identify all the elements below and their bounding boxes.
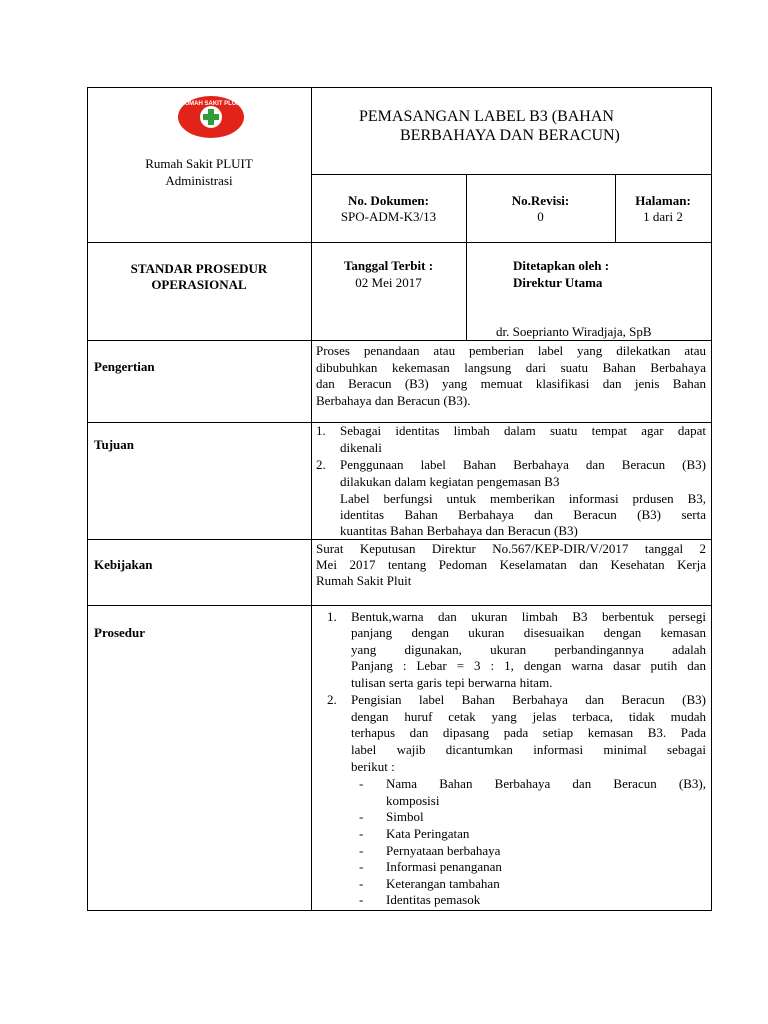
sop-title-line1: STANDAR PROSEDUR (130, 261, 268, 276)
document-title-line2: BERBAHAYA DAN BERACUN) (400, 127, 620, 144)
bullet-dash: - (359, 776, 364, 791)
bullet-item: komposisi (386, 793, 440, 808)
logo-text: RUMAH SAKIT PLUIT (180, 101, 242, 107)
tujuan-line: dikenali (340, 440, 382, 455)
prosedur-line: label wajib dicantumkan informasi minimal sebagai (351, 742, 706, 757)
table-rule (311, 174, 712, 175)
list-number: 2. (327, 692, 337, 707)
revision-value: 0 (537, 209, 544, 224)
pengertian-line: dibubuhkan kekemasan langsung dari suatu Bahan Berbahaya (316, 360, 706, 375)
revision-label: No.Revisi: (511, 193, 570, 208)
page-label: Halaman: (635, 193, 691, 208)
issue-date-label: Tanggal Terbit : (343, 258, 434, 273)
bullet-item: Nama Bahan Berbahaya dan Beracun (B3), (386, 776, 706, 791)
tujuan-line: Label berfungsi untuk memberikan informasi prdusen B3, (340, 491, 706, 506)
issue-date-value: 02 Mei 2017 (355, 275, 422, 290)
pengertian-line: Berbahaya dan Beracun (B3). (316, 393, 471, 408)
kebijakan-line: Surat Keputusan Direktur No.567/KEP-DIR/V/2017 tanggal 2 (316, 541, 706, 556)
table-border-top (87, 87, 712, 88)
bullet-item: Kata Peringatan (386, 826, 470, 841)
table-border-left (87, 87, 88, 911)
pengertian-line: dan Beracun (B3) yang memuat klasifikasi dan jenis Bahan (316, 376, 706, 391)
bullet-item: Pernyataan berbahaya (386, 843, 501, 858)
section-label-prosedur: Prosedur (94, 625, 146, 640)
tujuan-line: kuantitas Bahan Berbahaya dan Beracun (B3) (340, 523, 578, 538)
kebijakan-line: Rumah Sakit Pluit (316, 573, 412, 588)
bullet-dash: - (359, 876, 364, 891)
bullet-dash: - (359, 892, 364, 907)
section-label-kebijakan: Kebijakan (94, 557, 153, 572)
bullet-item: Identitas pemasok (386, 892, 481, 907)
list-number: 1. (316, 423, 326, 438)
prosedur-line: terhapus dan dipasang pada setiap kemasan B3. Pada (351, 725, 706, 740)
tujuan-line: Penggunaan label Bahan Berbahaya dan Beracun (B3) (340, 457, 706, 472)
sop-title-line2: OPERASIONAL (151, 277, 247, 292)
pengertian-line: Proses penandaan atau pemberian label yang dilekatkan atau (316, 343, 706, 358)
red-cross-icon (177, 95, 245, 139)
prosedur-line: dengan huruf cetak yang jelas terbaca, tidak mudah (351, 709, 706, 724)
section-label-pengertian: Pengertian (94, 359, 155, 374)
kebijakan-line: Mei 2017 tentang Pedoman Keselamatan dan Kesehatan Kerja (316, 557, 706, 572)
prosedur-line: panjang dengan ukuran disesuaikan dengan kemasan (351, 625, 706, 640)
sop-document (87, 87, 712, 911)
approved-by-label: Ditetapkan oleh : (513, 258, 610, 273)
org-name: Rumah Sakit PLUIT (145, 156, 253, 171)
table-rule (87, 605, 712, 606)
approved-by-name: dr. Soeprianto Wiradjaja, SpB (496, 324, 652, 339)
table-border-bottom (87, 910, 712, 911)
doc-number-value: SPO-ADM-K3/13 (340, 209, 437, 224)
approved-by-role: Direktur Utama (513, 275, 603, 290)
page-value: 1 dari 2 (643, 209, 683, 224)
bullet-dash: - (359, 809, 364, 824)
org-dept: Administrasi (165, 173, 233, 188)
hospital-logo (177, 95, 245, 139)
bullet-dash: - (359, 843, 364, 858)
bullet-dash: - (359, 859, 364, 874)
bullet-item: Simbol (386, 809, 424, 824)
table-border-right (711, 87, 712, 911)
prosedur-line: tulisan serta garis tepi berwarna hitam. (351, 675, 553, 690)
doc-number-label: No. Dokumen: (348, 193, 429, 208)
table-rule (87, 242, 712, 243)
bullet-item: Keterangan tambahan (386, 876, 500, 891)
prosedur-line: berikut : (351, 759, 395, 774)
bullet-item: Informasi penanganan (386, 859, 502, 874)
prosedur-line: Panjang : Lebar = 3 : 1, dengan warna dasar putih dan (351, 658, 706, 673)
tujuan-line: identitas Bahan Berbahaya dan Beracun (B3) serta (340, 507, 706, 522)
prosedur-line: yang digunakan, ukuran perbandingannya adalah (351, 642, 706, 657)
tujuan-line: Sebagai identitas limbah dalam suatu tempat agar dapat (340, 423, 706, 438)
section-label-tujuan: Tujuan (94, 437, 134, 452)
tujuan-line: dilakukan dalam kegiatan pengemasan B3 (340, 474, 560, 489)
list-number: 1. (327, 609, 337, 624)
prosedur-line: Bentuk,warna dan ukuran limbah B3 berbentuk persegi (351, 609, 706, 624)
bullet-dash: - (359, 826, 364, 841)
document-title-line1: PEMASANGAN LABEL B3 (BAHAN (359, 108, 614, 125)
list-number: 2. (316, 457, 326, 472)
prosedur-line: Pengisian label Bahan Berbahaya dan Beracun (B3) (351, 692, 706, 707)
